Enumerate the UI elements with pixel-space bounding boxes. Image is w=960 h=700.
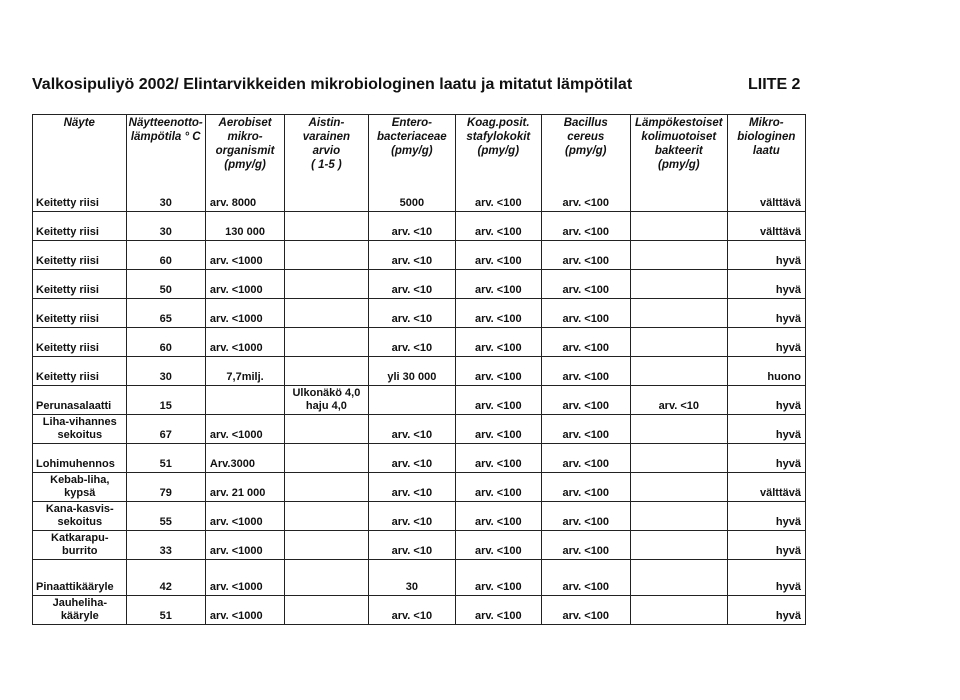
cell-aerobic: 130 000 — [205, 212, 284, 241]
cell-sensory — [285, 299, 368, 328]
cell-sample: Keitetty riisi — [33, 270, 127, 299]
table-row — [33, 473, 806, 502]
cell-staphylococci: arv. <100 — [456, 241, 541, 270]
cell-thermotolerant-coliforms — [631, 328, 728, 357]
header-aerobic: Aerobiset mikro- organismit (pmy/g) — [205, 115, 284, 184]
header-temperature: Näytteenotto- lämpötila ° C — [126, 115, 205, 184]
cell-quality: välttävä — [727, 473, 805, 502]
cell-quality: hyvä — [727, 328, 805, 357]
cell-aerobic: arv. <1000 — [205, 596, 284, 625]
cell-bacillus: arv. <100 — [541, 386, 631, 415]
table-row — [33, 241, 806, 270]
table-row — [33, 386, 806, 415]
cell-temperature: 51 — [126, 444, 205, 473]
table-row — [33, 299, 806, 328]
cell-thermotolerant-coliforms — [631, 531, 728, 560]
page-title: Valkosipuliyö 2002/ Elintarvikkeiden mikrobiologinen laatu ja mitatut lämpötilat — [32, 76, 633, 93]
table-row — [33, 444, 806, 473]
cell-aerobic: Arv.3000 — [205, 444, 284, 473]
cell-bacillus: arv. <100 — [541, 357, 631, 386]
table-row — [33, 357, 806, 386]
table-row — [33, 531, 806, 560]
cell-sample: Keitetty riisi — [33, 299, 127, 328]
cell-enterobacteriaceae: arv. <10 — [368, 596, 455, 625]
header-sample: Näyte — [33, 115, 127, 184]
cell-sensory — [285, 567, 368, 596]
cell-staphylococci: arv. <100 — [456, 270, 541, 299]
cell-staphylococci: arv. <100 — [456, 502, 541, 531]
cell-aerobic: arv. <1000 — [205, 415, 284, 444]
cell-quality: hyvä — [727, 241, 805, 270]
cell-aerobic: 7,7milj. — [205, 357, 284, 386]
cell-aerobic: arv. <1000 — [205, 270, 284, 299]
header-quality: Mikro- biologinen laatu — [727, 115, 805, 184]
cell-aerobic: arv. <1000 — [205, 299, 284, 328]
cell-sample: Pinaattikääryle — [33, 567, 127, 596]
cell-staphylococci: arv. <100 — [456, 567, 541, 596]
cell-bacillus: arv. <100 — [541, 212, 631, 241]
cell-thermotolerant-coliforms — [631, 502, 728, 531]
cell-staphylococci: arv. <100 — [456, 596, 541, 625]
cell-staphylococci: arv. <100 — [456, 444, 541, 473]
cell-aerobic: arv. <1000 — [205, 328, 284, 357]
cell-bacillus: arv. <100 — [541, 596, 631, 625]
cell-thermotolerant-coliforms — [631, 444, 728, 473]
cell-aerobic: arv. <1000 — [205, 531, 284, 560]
header-row — [33, 115, 806, 184]
table-row — [33, 567, 806, 596]
cell-sensory — [285, 531, 368, 560]
cell-enterobacteriaceae: arv. <10 — [368, 328, 455, 357]
cell-temperature: 50 — [126, 270, 205, 299]
cell-temperature: 51 — [126, 596, 205, 625]
cell-sensory — [285, 444, 368, 473]
cell-staphylococci: arv. <100 — [456, 415, 541, 444]
cell-bacillus: arv. <100 — [541, 299, 631, 328]
header-staphylococci: Koag.posit. stafylokokit (pmy/g) — [456, 115, 541, 184]
table-row — [33, 270, 806, 299]
cell-temperature: 30 — [126, 357, 205, 386]
spacer-row — [33, 560, 806, 568]
table-row — [33, 596, 806, 625]
cell-sensory — [285, 502, 368, 531]
table-row — [33, 183, 806, 212]
cell-bacillus: arv. <100 — [541, 270, 631, 299]
cell-quality: välttävä — [727, 212, 805, 241]
header-bacillus: Bacillus cereus (pmy/g) — [541, 115, 631, 184]
cell-bacillus: arv. <100 — [541, 567, 631, 596]
cell-quality: huono — [727, 357, 805, 386]
cell-temperature: 79 — [126, 473, 205, 502]
table-row — [33, 212, 806, 241]
cell-bacillus: arv. <100 — [541, 502, 631, 531]
cell-quality: hyvä — [727, 270, 805, 299]
cell-enterobacteriaceae: arv. <10 — [368, 270, 455, 299]
cell-quality: hyvä — [727, 415, 805, 444]
cell-sample: Keitetty riisi — [33, 183, 127, 212]
cell-sample: Keitetty riisi — [33, 357, 127, 386]
cell-quality: hyvä — [727, 386, 805, 415]
cell-thermotolerant-coliforms — [631, 241, 728, 270]
cell-staphylococci: arv. <100 — [456, 212, 541, 241]
cell-sensory — [285, 357, 368, 386]
header-thermotolerant-coliforms: Lämpökestoiset kolimuotoiset bakteerit (pmy/g) — [631, 115, 728, 184]
cell-thermotolerant-coliforms — [631, 596, 728, 625]
cell-bacillus: arv. <100 — [541, 183, 631, 212]
cell-aerobic — [205, 386, 284, 415]
cell-thermotolerant-coliforms: arv. <10 — [631, 386, 728, 415]
cell-aerobic: arv. <1000 — [205, 241, 284, 270]
cell-sensory — [285, 596, 368, 625]
cell-temperature: 60 — [126, 241, 205, 270]
cell-sample: Lohimuhennos — [33, 444, 127, 473]
cell-thermotolerant-coliforms — [631, 270, 728, 299]
appendix-label: LIITE 2 — [748, 76, 801, 93]
cell-sample: Jauheliha- kääryle — [33, 596, 127, 625]
cell-thermotolerant-coliforms — [631, 357, 728, 386]
cell-quality: hyvä — [727, 444, 805, 473]
cell-enterobacteriaceae: yli 30 000 — [368, 357, 455, 386]
cell-sample: Kana-kasvis- sekoitus — [33, 502, 127, 531]
cell-thermotolerant-coliforms — [631, 473, 728, 502]
sensory-evaluation-text: Ulkonäkö 4,0 haju 4,0 — [292, 387, 361, 412]
cell-staphylococci: arv. <100 — [456, 386, 541, 415]
cell-enterobacteriaceae: arv. <10 — [368, 473, 455, 502]
cell-sensory — [285, 328, 368, 357]
cell-temperature: 30 — [126, 183, 205, 212]
cell-temperature: 60 — [126, 328, 205, 357]
cell-staphylococci: arv. <100 — [456, 299, 541, 328]
cell-temperature: 33 — [126, 531, 205, 560]
cell-enterobacteriaceae: arv. <10 — [368, 212, 455, 241]
cell-staphylococci: arv. <100 — [456, 531, 541, 560]
cell-sensory — [285, 473, 368, 502]
cell-aerobic: arv. <1000 — [205, 567, 284, 596]
cell-quality: hyvä — [727, 502, 805, 531]
cell-thermotolerant-coliforms — [631, 567, 728, 596]
cell-bacillus: arv. <100 — [541, 444, 631, 473]
cell-aerobic: arv. <1000 — [205, 502, 284, 531]
cell-sensory — [285, 212, 368, 241]
cell-sensory — [285, 386, 368, 415]
cell-bacillus: arv. <100 — [541, 473, 631, 502]
cell-enterobacteriaceae: arv. <10 — [368, 299, 455, 328]
cell-sample: Keitetty riisi — [33, 241, 127, 270]
cell-sample: Keitetty riisi — [33, 328, 127, 357]
cell-thermotolerant-coliforms — [631, 299, 728, 328]
cell-sample: Katkarapu- burrito — [33, 531, 127, 560]
cell-sensory — [285, 415, 368, 444]
cell-temperature: 65 — [126, 299, 205, 328]
cell-quality: välttävä — [727, 183, 805, 212]
cell-quality: hyvä — [727, 299, 805, 328]
cell-temperature: 30 — [126, 212, 205, 241]
cell-bacillus: arv. <100 — [541, 328, 631, 357]
cell-sensory — [285, 241, 368, 270]
cell-sensory — [285, 270, 368, 299]
cell-enterobacteriaceae: 30 — [368, 567, 455, 596]
cell-staphylococci: arv. <100 — [456, 357, 541, 386]
cell-temperature: 15 — [126, 386, 205, 415]
cell-sample: Perunasalaatti — [33, 386, 127, 415]
cell-temperature: 55 — [126, 502, 205, 531]
cell-thermotolerant-coliforms — [631, 415, 728, 444]
cell-bacillus: arv. <100 — [541, 531, 631, 560]
cell-enterobacteriaceae — [368, 386, 455, 415]
cell-sample: Liha-vihannes sekoitus — [33, 415, 127, 444]
cell-enterobacteriaceae: arv. <10 — [368, 502, 455, 531]
cell-enterobacteriaceae: arv. <10 — [368, 415, 455, 444]
cell-aerobic: arv. 21 000 — [205, 473, 284, 502]
cell-sensory — [285, 183, 368, 212]
cell-quality: hyvä — [727, 567, 805, 596]
cell-enterobacteriaceae: arv. <10 — [368, 241, 455, 270]
cell-staphylococci: arv. <100 — [456, 183, 541, 212]
cell-sample: Keitetty riisi — [33, 212, 127, 241]
table-row — [33, 415, 806, 444]
cell-temperature: 42 — [126, 567, 205, 596]
header-enterobacteriaceae: Entero- bacteriaceae (pmy/g) — [368, 115, 455, 184]
cell-sample: Kebab-liha, kypsä — [33, 473, 127, 502]
cell-bacillus: arv. <100 — [541, 241, 631, 270]
cell-enterobacteriaceae: arv. <10 — [368, 531, 455, 560]
cell-bacillus: arv. <100 — [541, 415, 631, 444]
cell-quality: hyvä — [727, 596, 805, 625]
table-row — [33, 502, 806, 531]
cell-staphylococci: arv. <100 — [456, 473, 541, 502]
cell-enterobacteriaceae: arv. <10 — [368, 444, 455, 473]
cell-enterobacteriaceae: 5000 — [368, 183, 455, 212]
cell-temperature: 67 — [126, 415, 205, 444]
table-row — [33, 328, 806, 357]
cell-thermotolerant-coliforms — [631, 212, 728, 241]
cell-quality: hyvä — [727, 531, 805, 560]
header-sensory: Aistin- varainen arvio ( 1-5 ) — [285, 115, 368, 184]
microbiology-table — [32, 114, 806, 625]
cell-thermotolerant-coliforms — [631, 183, 728, 212]
cell-staphylococci: arv. <100 — [456, 328, 541, 357]
cell-aerobic: arv. 8000 — [205, 183, 284, 212]
